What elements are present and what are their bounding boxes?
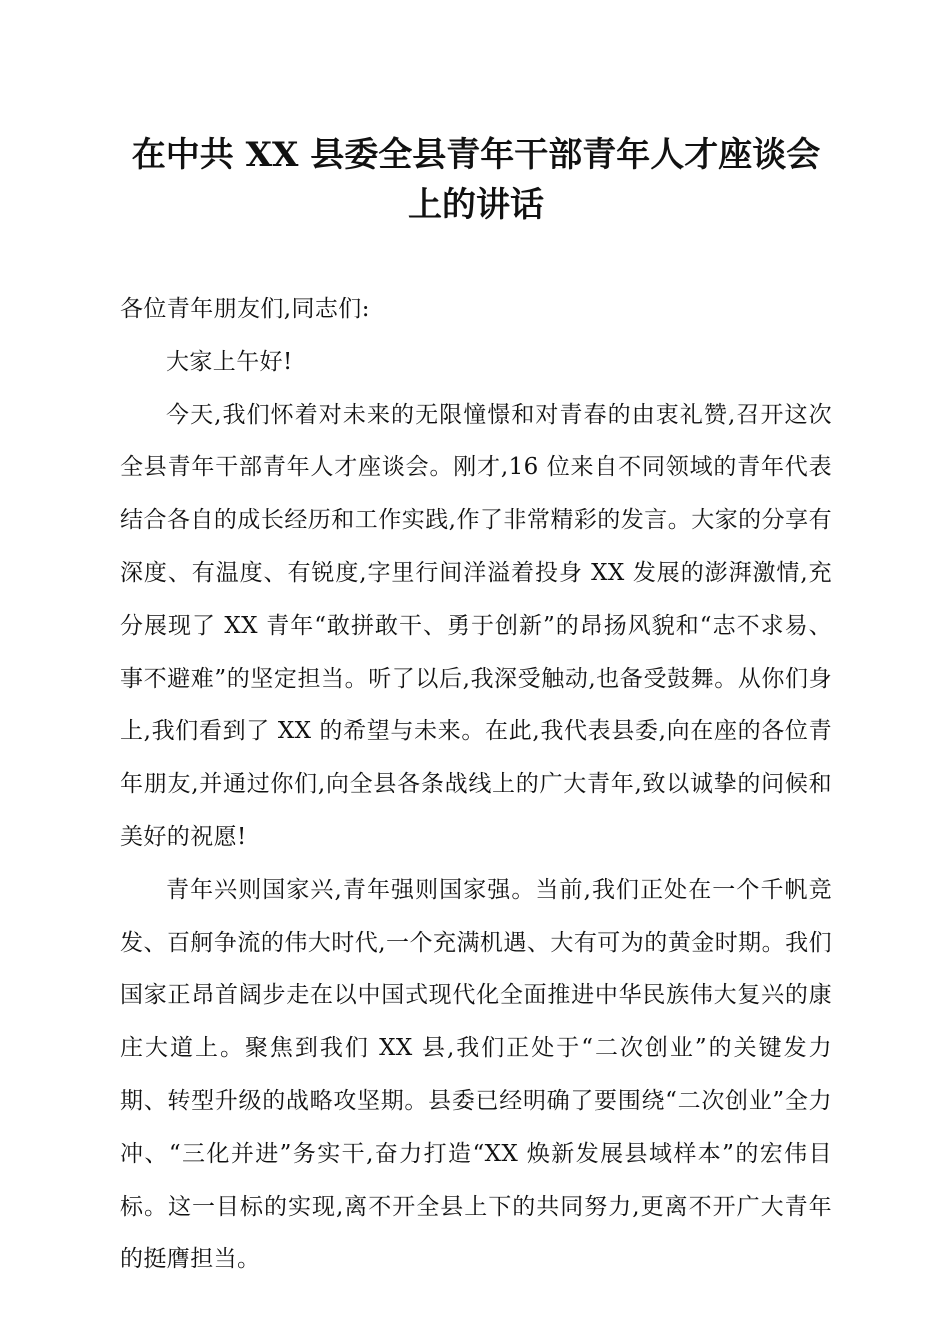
document-body bbox=[120, 283, 832, 1286]
body-paragraph-2: 青年兴则国家兴,青年强则国家强。当前,我们正处在一个千帆竞发、百舸争流的伟大时代,一个充满机遇、大有可为的黄金时期。我们国家正昂首阔步走在以中国式现代化全面推进中华民族伟大复兴的康庄大道上。聚焦到我们 XX 县,我们正处于“二次创业”的关键发力期、转型升级的战略攻坚期。县委已经明确了要围绕“二次创业”全力冲、“三化并进”务实干,奋力打造“XX 焕新发展县域样本”的宏伟目标。这一目标的实现,离不开全县上下的共同努力,更离不开广大青年的挺膺担当。 bbox=[120, 876, 832, 1273]
greeting-paragraph: 大家上午好! bbox=[166, 348, 293, 375]
salutation: 各位青年朋友们,同志们: bbox=[120, 296, 370, 322]
body-paragraph-1: 今天,我们怀着对未来的无限憧憬和对青春的由衷礼赞,召开这次全县青年干部青年人才座谈会。刚才,16 位来自不同领域的青年代表结合各自的成长经历和工作实践,作了非常精彩的发言。大家的分享有深度、有温度、有锐度,字里行间洋溢着投身 XX 发展的澎湃激情,充分展现了 XX 青年“敢拼敢干、勇于创新”的昂扬风貌和“志不求易、事不避难”的坚定担当。听了以后,我深受触动,也备受鼓舞。从你们身上,我们看到了 XX 的希望与未来。在此,我代表县委,向在座的各位青年朋友,并通过你们,向全县各条战线上的广大青年,致以诚挚的问候和美好的祝愿! bbox=[120, 401, 832, 850]
title-line-2: 上的讲话 bbox=[408, 185, 544, 225]
title-line-1: 在中共 XX 县委全县青年干部青年人才座谈会 bbox=[131, 135, 821, 175]
document-page bbox=[120, 130, 832, 1286]
document-title bbox=[120, 130, 832, 230]
